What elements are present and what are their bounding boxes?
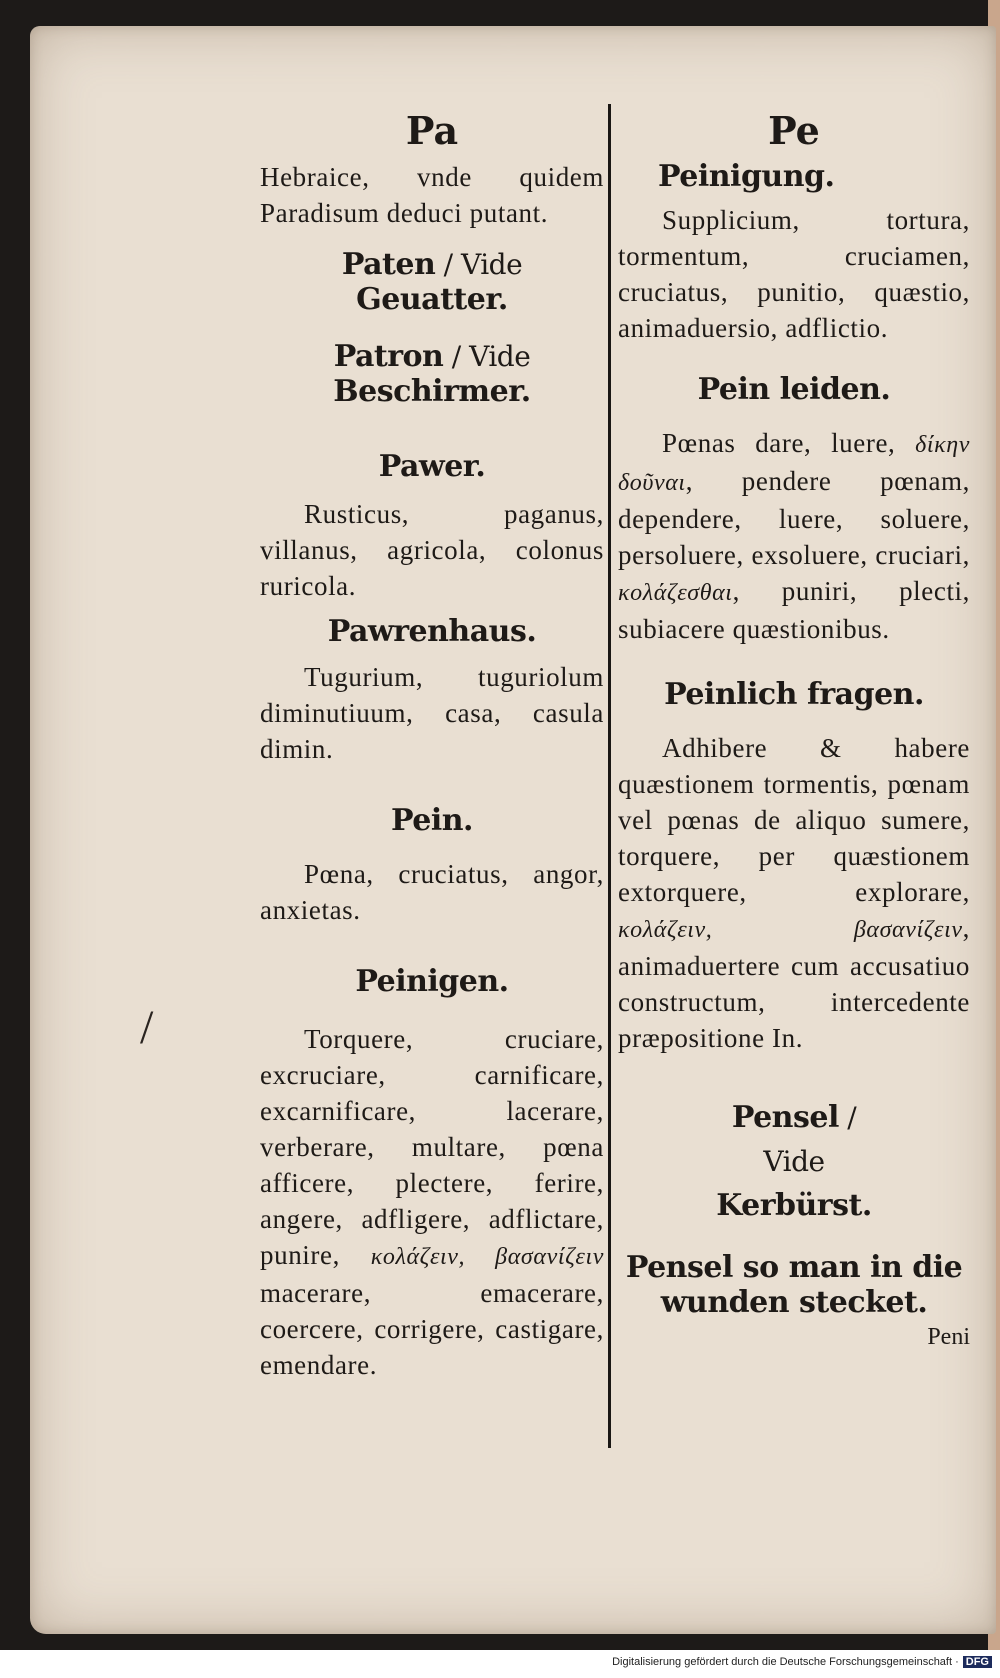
right-column [618, 108, 970, 1351]
entry-head-pawrenhaus: Pawrenhaus. [327, 614, 537, 649]
entry-pensel: Pensel / Vide Kerbürst. [716, 1100, 872, 1223]
running-head-right: Pe [768, 108, 820, 153]
left-column [260, 108, 604, 1383]
entry-body-peinigung: Supplicium, tortura, tormentum, cruciamen, cruciatus, punitio, quæstio, animaduersio, adflictio. [618, 205, 970, 343]
entry-head-pawer: Pawer. [378, 449, 486, 484]
greek-text: κολάζεσθαι [618, 580, 733, 606]
greek-text: κολάζειν, βασανίζειν [370, 1244, 604, 1270]
continued-text: Hebraice, vnde quidem Paradisum deduci putant. [260, 162, 604, 228]
entry-paten: Paten / Vide Geuatter. [341, 247, 523, 317]
entry-body-pein: Pœna, cruciatus, angor, anxietas. [260, 859, 604, 925]
entry-body-peinigen: Torquere, cruciare, excruciare, carnificare, excarnificare, lacerare, verberare, multare, pœna afficere, plectere, ferire, angere, adfligere, adflictare, punire, κολάζειν, βασανίζειν macerare, emacerare, coercere, corrigere, castigare, emendare. [260, 1024, 604, 1380]
column-divider [608, 104, 611, 1448]
entry-patron: Patron / Vide Beschirmer. [333, 339, 531, 409]
catchword: Peni [927, 1324, 970, 1350]
entry-body-pawrenhaus: Tugurium, tuguriolum diminutiuum, casa, casula dimin. [260, 662, 604, 764]
dfg-badge: DFG [963, 1656, 992, 1668]
entry-head-peinigung: Peinigung. [658, 159, 835, 194]
entry-head-pein: Pein. [391, 803, 473, 838]
entry-head-pein-leiden: Pein leiden. [697, 372, 891, 407]
greek-text: κολάζειν, βασανίζειν [618, 917, 963, 943]
entry-body-peinlich-fragen: Adhibere & habere quæstionem tormentis, pœnam vel pœnas de aliquo sumere, torquere, per quæstionem extorquere, explorare, κολάζειν, βασανίζειν, animaduertere cum accusatiuo constructum, intercedente præpositione In. [618, 733, 970, 1053]
greek-text: δίκην δοῦναι [618, 432, 970, 496]
footer-credit: Digitalisierung gefördert durch die Deutsche Forschungsgemeinschaft · DFG [612, 1656, 992, 1668]
entry-body-pein-leiden: Pœnas dare, luere, δίκην δοῦναι, pendere pœnam, dependere, luere, soluere, persoluere, exsoluere, cruciari, κολάζεσθαι, puniri, plecti, subiacere quæstionibus. [618, 428, 970, 644]
margin-mark: / [140, 1001, 154, 1054]
running-head-left: Pa [405, 108, 459, 153]
entry-head-pensel-wunden: Pensel so man in die wunden stecket. [625, 1250, 963, 1320]
entry-head-peinlich-fragen: Peinlich fragen. [664, 677, 924, 712]
entry-head-peinigen: Peinigen. [355, 964, 509, 999]
entry-body-pawer: Rusticus, paganus, villanus, agricola, colonus ruricola. [260, 499, 604, 601]
